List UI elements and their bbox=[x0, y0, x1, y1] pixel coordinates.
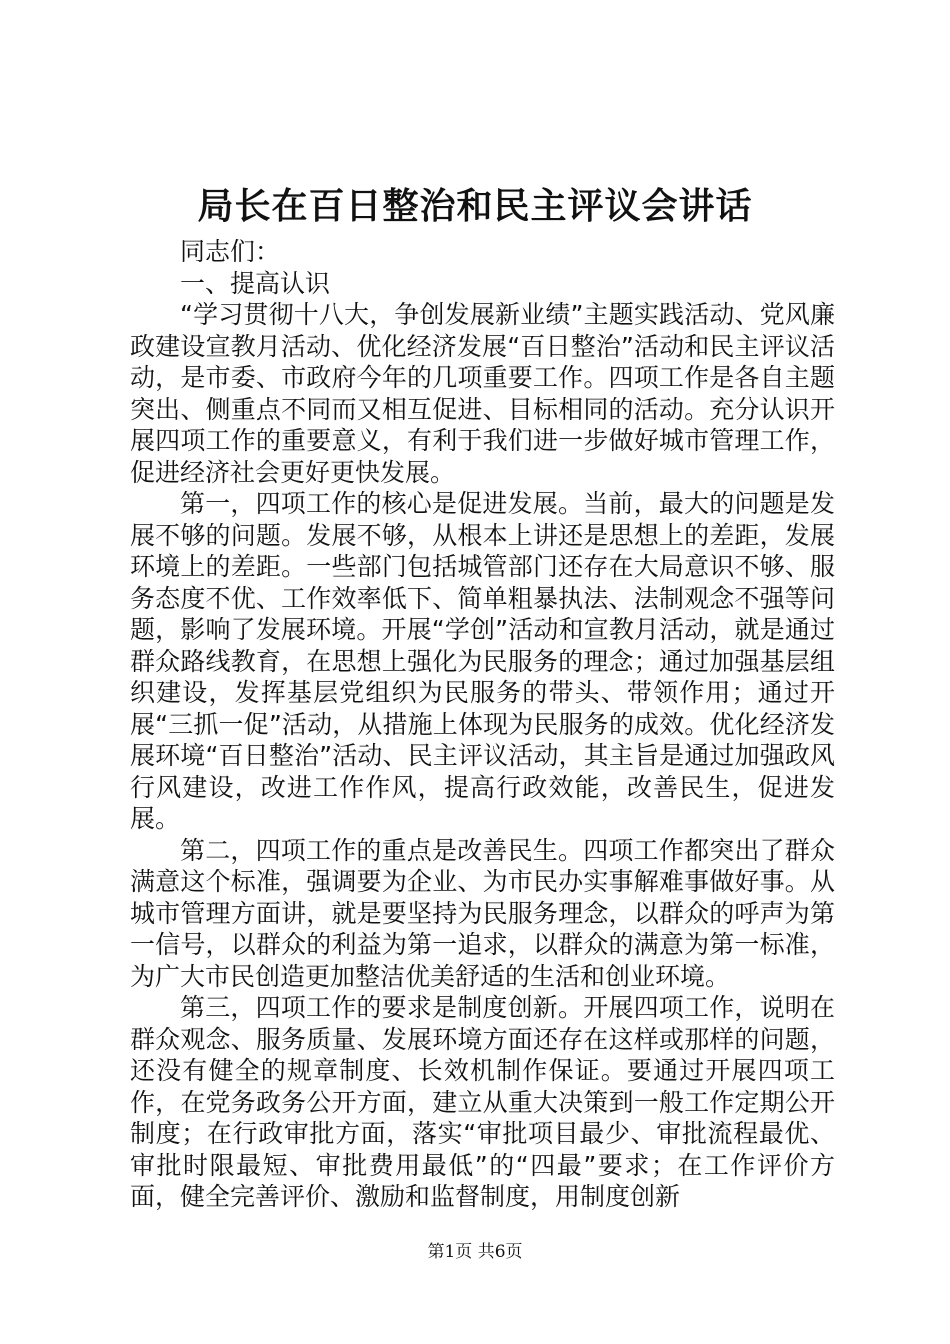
paragraph-second: 第二，四项工作的重点是改善民生。四项工作都突出了群众满意这个标准，强调要为企业、为市民办实事解难事做好事。从城市管理方面讲，就是要坚持为民服务理念，以群众的呼声为第一信号，以群众的利益为第一追求，以群众的满意为第一标准，为广大市民创造更加整洁优美舒适的生活和创业环境。 bbox=[130, 835, 835, 991]
page-title: 局长在百日整治和民主评议会讲话 bbox=[197, 186, 753, 227]
paragraph-first: 第一，四项工作的核心是促进发展。当前，最大的问题是发展不够的问题。发展不够，从根本上讲还是思想上的差距，发展环境上的差距。一些部门包括城管部门还存在大局意识不够、服务态度不优、工作效率低下、简单粗暴执法、法制观念不强等问题，影响了发展环境。开展“学创”活动和宣教月活动，就是通过群众路线教育，在思想上强化为民服务的理念；通过加强基层组织建设，发挥基层党组织为民服务的带头、带领作用；通过开展“三抓一促”活动，从措施上体现为民服务的成效。优化经济发展环境“百日整治”活动、民主评议活动，其主旨是通过加强政风行风建设，改进工作作风，提高行政效能，改善民生，促进发展。 bbox=[130, 489, 835, 833]
paragraph-intro: “学习贯彻十八大，争创发展新业绩”主题实践活动、党风廉政建设宣教月活动、优化经济发展“百日整治”活动和民主评议活动，是市委、市政府今年的几项重要工作。四项工作是各自主题突出、侧重点不同而又相互促进、目标相同的活动。充分认识开展四项工作的重要意义，有利于我们进一步做好城市管理工作，促进经济社会更好更快发展。 bbox=[130, 300, 835, 487]
paragraph-third: 第三，四项工作的要求是制度创新。开展四项工作，说明在群众观念、服务质量、发展环境方面还存在这样或那样的问题，还没有健全的规章制度、长效机制作保证。要通过开展四项工作，在党务政务公开方面，建立从重大决策到一般工作定期公开制度；在行政审批方面，落实“审批项目最少、审批流程最优、审批时限最短、审批费用最低”的“四最”要求；在工作评价方面，健全完善评价、激励和监督制度，用制度创新 bbox=[130, 993, 835, 1211]
salutation: 同志们： bbox=[180, 237, 281, 266]
document-body bbox=[130, 236, 835, 1213]
page-footer: 第1页 共6页 bbox=[427, 1242, 523, 1262]
section-heading: 一、提高认识 bbox=[180, 268, 331, 298]
